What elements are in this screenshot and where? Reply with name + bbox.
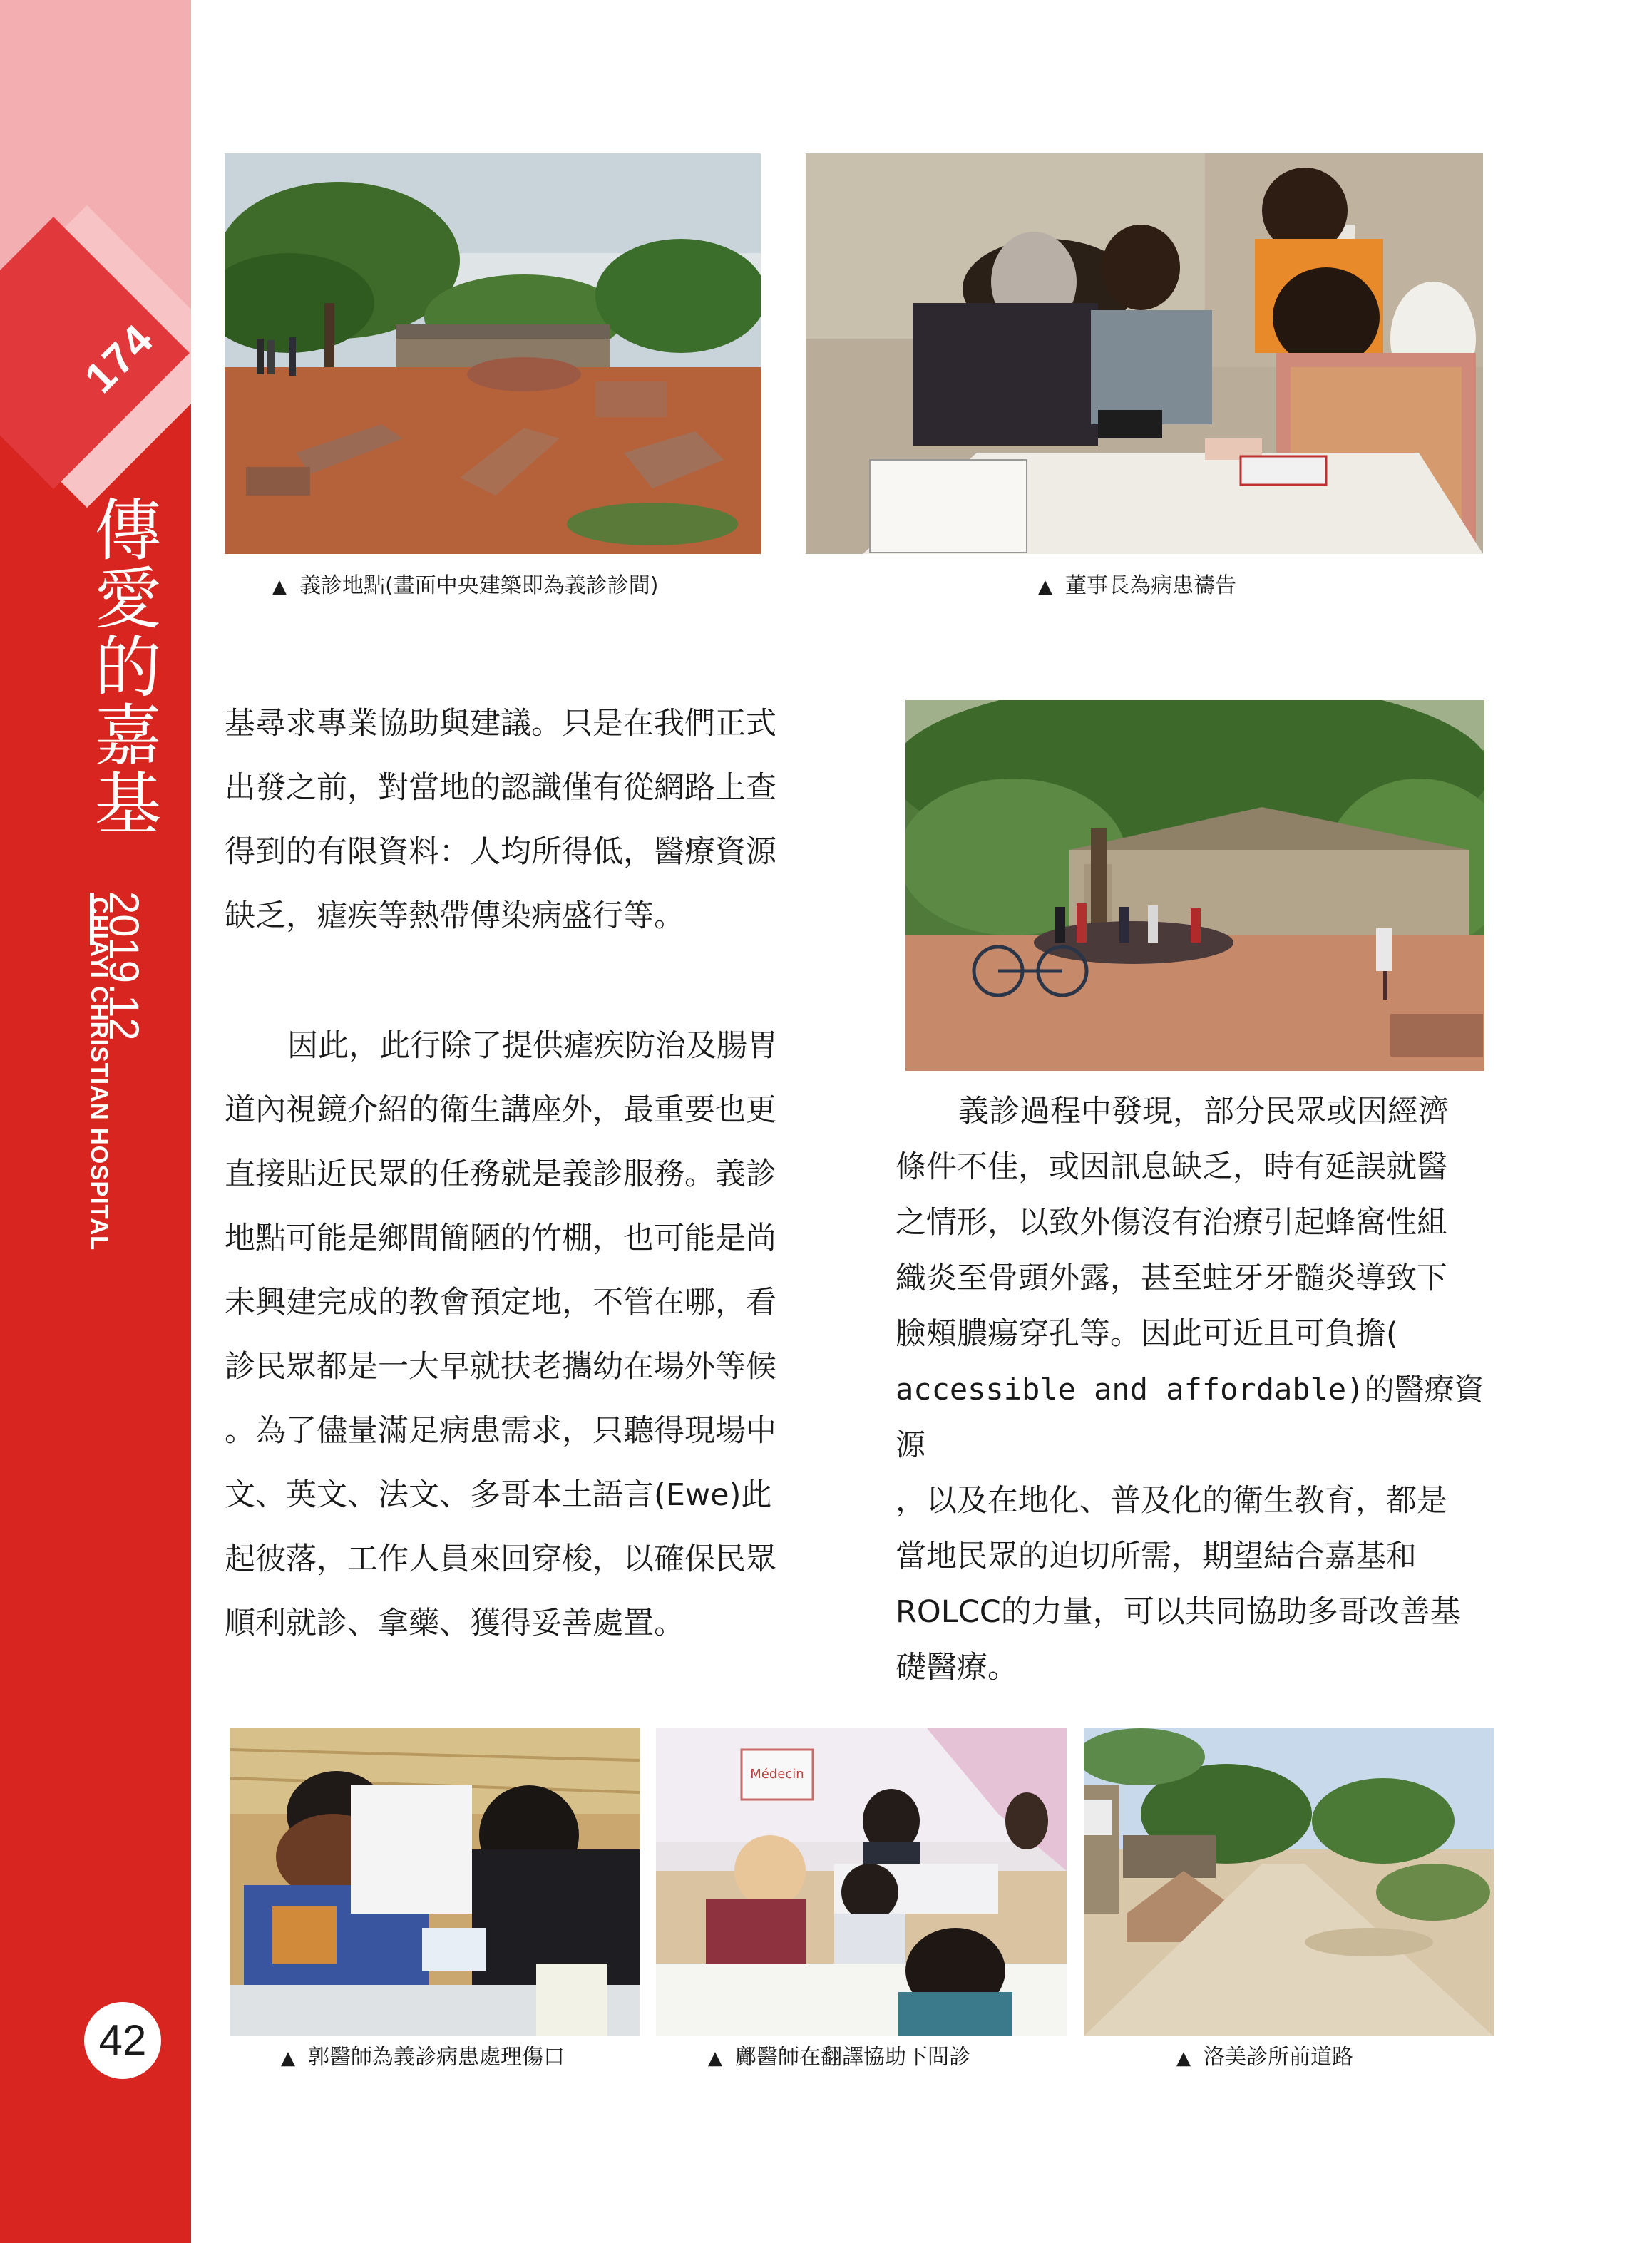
- photo-consultation-translator: [656, 1728, 1067, 2036]
- photo-clinic-site: [225, 153, 761, 554]
- magazine-title: 傳愛的嘉基: [83, 495, 160, 837]
- caption-marker-icon: ▲: [1038, 576, 1052, 597]
- text-line: 順利就診、拿藥、獲得妥善處置。: [225, 1606, 684, 1641]
- caption-marker-icon: ▲: [708, 2048, 722, 2069]
- caption-text: 洛美診所前道路: [1204, 2045, 1353, 2070]
- text-line: 基尋求專業協助與建議。只是在我們正式: [225, 706, 776, 741]
- page-number: 42: [84, 2002, 161, 2079]
- text-line: 起彼落，工作人員來回穿梭，以確保民眾: [225, 1541, 776, 1577]
- body-text-right: [896, 1084, 1494, 1695]
- text-line: ROLCC的力量，可以共同協助多哥改善基: [896, 1594, 1461, 1630]
- paragraph-gap: [225, 948, 818, 1014]
- text-line: 出發之前，對當地的認識僅有從網路上查: [225, 770, 776, 806]
- photo-shelter-under-tree: [905, 700, 1484, 1071]
- text-line: ，以及在地化、普及化的衛生教育，都是: [896, 1483, 1447, 1519]
- text-line: accessible and affordable)的醫療資源: [896, 1372, 1484, 1462]
- caption-marker-icon: ▲: [281, 2048, 295, 2069]
- text-line: 。為了儘量滿足病患需求，只聽得現場中: [225, 1413, 776, 1449]
- hospital-name: CHIAYI CHRISTIAN HOSPITAL: [86, 897, 113, 1251]
- body-text-left: [225, 692, 818, 1656]
- caption-wound-care: [281, 2043, 565, 2073]
- medecin-sign: Médecin: [750, 1767, 804, 1782]
- photo-clinic-road: [1084, 1728, 1494, 2036]
- caption-clinic-site: [272, 572, 658, 601]
- caption-text: 郭醫師為義診病患處理傷口: [308, 2045, 565, 2070]
- text-line: 診民眾都是一大早就扶老攜幼在場外等候: [225, 1349, 776, 1385]
- caption-chairman-praying: [1038, 572, 1236, 601]
- photo-wound-care: [230, 1728, 640, 2036]
- text-line: 因此，此行除了提供瘧疾防治及腸胃: [287, 1028, 778, 1064]
- caption-marker-icon: ▲: [272, 576, 287, 597]
- text-line: 之情形，以致外傷沒有治療引起蜂窩性組: [896, 1205, 1447, 1241]
- text-line: 得到的有限資料：人均所得低，醫療資源: [225, 834, 776, 870]
- caption-text: 義診地點(畫面中央建築即為義診診間): [299, 573, 659, 598]
- text-line: 直接貼近民眾的任務就是義診服務。義診: [225, 1156, 776, 1192]
- text-line: 條件不佳，或因訊息缺乏，時有延誤就醫: [896, 1149, 1447, 1185]
- text-line: 礎醫療。: [896, 1650, 1018, 1685]
- text-line: 織炎至骨頭外露，甚至蛀牙牙髓炎導致下: [896, 1261, 1447, 1296]
- caption-text: 鄺醫師在翻譯協助下問診: [735, 2045, 970, 2070]
- issue-number: 174: [75, 314, 163, 402]
- text-line: 地點可能是鄉間簡陋的竹棚，也可能是尚: [225, 1221, 776, 1256]
- caption-clinic-road: [1176, 2043, 1353, 2073]
- text-line: 道內視鏡介紹的衛生講座外，最重要也更: [225, 1092, 776, 1128]
- text-line: 未興建完成的教會預定地，不管在哪，看: [225, 1285, 776, 1320]
- photo-chairman-praying: [806, 153, 1483, 554]
- text-line: 缺乏，瘧疾等熱帶傳染病盛行等。: [225, 898, 684, 934]
- issue-date: 2019.12: [101, 891, 147, 1041]
- text-line: 文、英文、法文、多哥本土語言(Ewe)此: [225, 1477, 772, 1513]
- text-line: 臉頰膿瘍穿孔等。因此可近且可負擔(: [896, 1316, 1398, 1352]
- text-line: 義診過程中發現，部分民眾或因經濟: [958, 1094, 1449, 1129]
- caption-text: 董事長為病患禱告: [1065, 573, 1236, 598]
- sidebar: [0, 0, 191, 2243]
- caption-consultation-translator: [708, 2043, 970, 2073]
- caption-marker-icon: ▲: [1176, 2048, 1191, 2069]
- text-line: 當地民眾的迫切所需，期望結合嘉基和: [896, 1539, 1417, 1574]
